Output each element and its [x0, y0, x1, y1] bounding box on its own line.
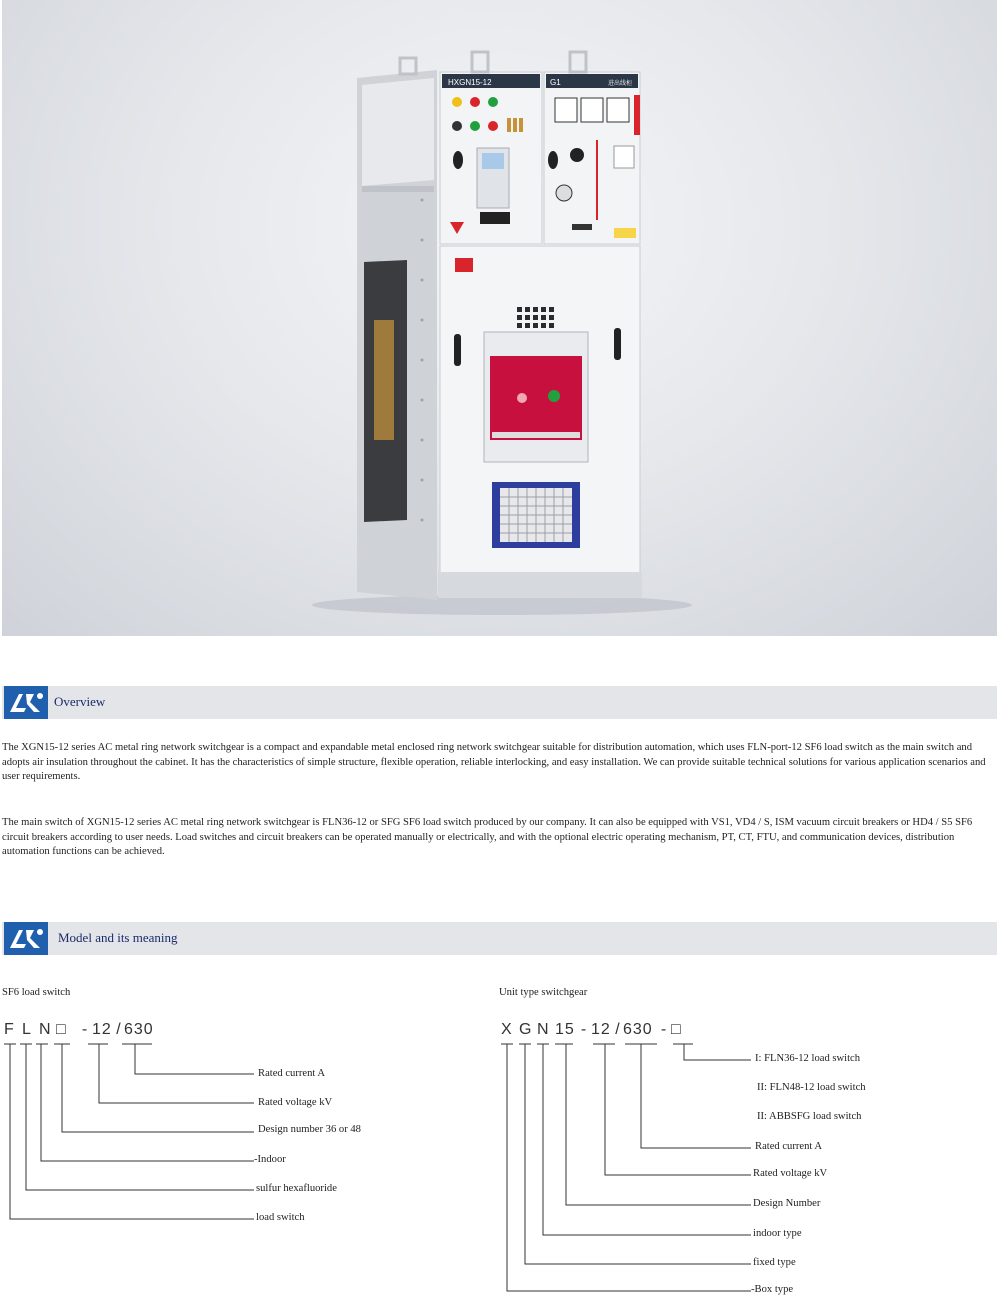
- sf6-label: Design number 36 or 48: [258, 1124, 361, 1135]
- code-char: L: [22, 1021, 32, 1038]
- sf6-label: Rated current A: [258, 1068, 326, 1079]
- code-char: F: [4, 1021, 15, 1038]
- panel-label-right: G1: [550, 78, 561, 87]
- overview-header: [2, 686, 997, 719]
- overview-paragraph-2: The main switch of XGN15-12 series AC metal ring network switchgear is FLN36-12 or SFG SF6 load switch produced by our company. It can also be equipped with VS1, VD4 / S, ISM vacuum circuit breakers or HD4 / S5 SF6 circuit breakers according to user needs. Load switches and circuit breakers can be operated manually or electrically, and with the optional electric operating mechanism, PT, CT, FTU, and communication devices, distribution automation functions can be achieved.: [2, 817, 973, 857]
- unit-label: Rated current A: [755, 1141, 823, 1152]
- company-logo-icon: [4, 922, 48, 955]
- code-char: 630: [124, 1021, 154, 1038]
- code-char: 630: [623, 1021, 653, 1038]
- sf6-model-code: [4, 1021, 154, 1039]
- unit-connector-lines: [497, 1040, 757, 1296]
- sf6-label: sulfur hexafluoride: [256, 1183, 337, 1194]
- panel-label-left: HXGN15-12: [448, 78, 492, 87]
- unit-label: -Box type: [751, 1284, 794, 1295]
- panel-label-right-sub: 进出线柜: [608, 80, 633, 87]
- unit-heading: Unit type switchgear: [499, 987, 588, 998]
- code-char: N: [39, 1021, 52, 1038]
- sf6-heading: SF6 load switch: [2, 987, 71, 998]
- code-char: □: [56, 1021, 67, 1038]
- model-title: Model and its meaning: [58, 930, 178, 945]
- model-header: [2, 922, 997, 955]
- switchgear-illustration: [2, 0, 997, 636]
- unit-label: fixed type: [753, 1257, 796, 1268]
- code-char: 12: [92, 1021, 112, 1038]
- unit-model-code: [501, 1021, 682, 1039]
- code-char: □: [671, 1021, 682, 1038]
- unit-label: I: FLN36-12 load switch: [755, 1053, 861, 1064]
- code-char: G: [519, 1021, 533, 1038]
- unit-label: indoor type: [753, 1228, 802, 1239]
- sf6-connector-lines: [0, 1040, 400, 1230]
- product-image: [2, 0, 997, 636]
- company-logo-icon: [4, 686, 48, 719]
- code-char: X: [501, 1021, 513, 1038]
- unit-label: II: ABBSFG load switch: [757, 1111, 862, 1122]
- code-char: 15: [555, 1021, 575, 1038]
- overview-title: Overview: [54, 694, 106, 709]
- code-char: -: [580, 1021, 588, 1038]
- code-char: -: [81, 1021, 89, 1038]
- code-char: /: [615, 1021, 621, 1038]
- unit-label: Design Number: [753, 1198, 821, 1209]
- code-char: N: [537, 1021, 550, 1038]
- unit-label: Rated voltage kV: [753, 1168, 828, 1179]
- code-char: -: [660, 1021, 668, 1038]
- code-char: /: [116, 1021, 122, 1038]
- sf6-label: -Indoor: [254, 1154, 286, 1165]
- sf6-label: Rated voltage kV: [258, 1097, 333, 1108]
- sf6-label: load switch: [256, 1212, 305, 1223]
- code-char: 12: [591, 1021, 611, 1038]
- overview-paragraph-1: The XGN15-12 series AC metal ring network switchgear is a compact and expandable metal enclosed ring network switchgear suitable for distribution automation, which uses FLN-port-12 SF6 load switch as the main switch and adopts air insulation throughout the cabinet. It has the characteristics of simple structure, flexible operation, reliable interlocking, and easy installation. We can provide suitable technical solutions for various application scenarios and user requirements.: [2, 742, 986, 782]
- unit-label: II: FLN48-12 load switch: [757, 1082, 866, 1093]
